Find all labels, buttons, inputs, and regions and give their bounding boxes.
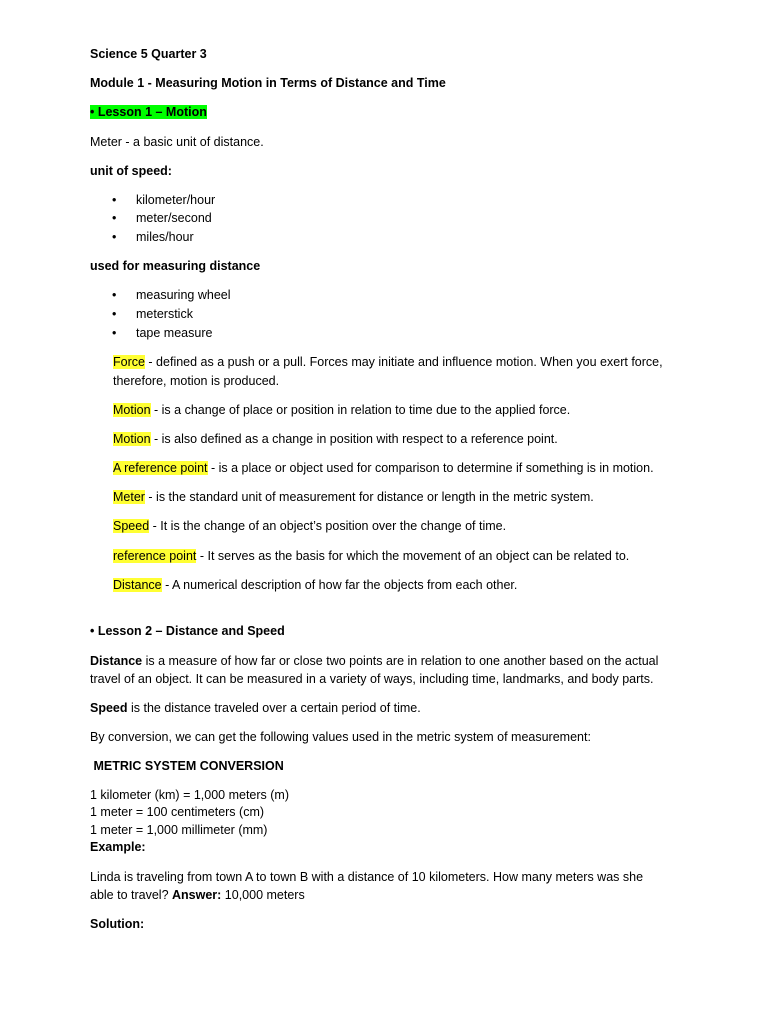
bullet-icon: • — [112, 326, 117, 340]
list-item: 1 kilometer (km) = 1,000 meters (m) — [90, 788, 290, 802]
meter-basic-unit-line: Meter - a basic unit of distance. — [90, 135, 264, 149]
bullet-icon: • — [112, 230, 117, 244]
term-highlight: Motion — [113, 432, 151, 446]
term-highlight: Meter — [113, 490, 145, 504]
definition-text: - is also defined as a change in position with respect to a reference point. — [150, 432, 558, 446]
list-item: • miles/hour — [112, 230, 194, 244]
answer-label: Answer: — [172, 888, 222, 902]
speed-term: Speed — [90, 701, 128, 715]
list-item: 1 meter = 100 centimeters (cm) — [90, 805, 265, 819]
term-highlight: reference point — [113, 549, 197, 563]
speed-paragraph — [90, 699, 421, 717]
lesson-1-title: • Lesson 1 – Motion — [90, 105, 207, 119]
term-highlight: A reference point — [113, 461, 208, 475]
bullet-icon: • — [112, 211, 117, 225]
distance-text: is a measure of how far or close two points are in relation to one another based on the actual — [142, 654, 659, 668]
list-item: • kilometer/hour — [112, 193, 216, 207]
definition-reference-point — [113, 459, 654, 477]
list-item: • meter/second — [112, 211, 212, 225]
lesson-1-heading — [90, 103, 207, 121]
definition-distance — [113, 576, 517, 594]
list-item: 1 meter = 1,000 millimeter (mm) — [90, 823, 268, 837]
answer-value: 10,000 meters — [221, 888, 305, 902]
definition-force-continued: therefore, motion is produced. — [113, 374, 280, 388]
course-title: Science 5 Quarter 3 — [90, 47, 207, 61]
conversion-intro: By conversion, we can get the following values used in the metric system of measurement: — [90, 730, 591, 744]
distance-term: Distance — [90, 654, 143, 668]
distance-tools-heading: used for measuring distance — [90, 259, 261, 273]
lesson-2-title: • Lesson 2 – Distance and Speed — [90, 624, 285, 638]
example-line-2 — [90, 886, 305, 904]
example-question-end: able to travel? — [90, 888, 172, 902]
term-highlight: Distance — [113, 578, 162, 592]
speed-units-heading: unit of speed: — [90, 164, 172, 178]
definition-text: - defined as a push or a pull. Forces may initiate and influence motion. When you exert force, — [144, 355, 663, 369]
definition-text: - is a change of place or position in relation to time due to the applied force. — [150, 403, 571, 417]
definition-text: - is a place or object used for comparison to determine if something is in motion. — [207, 461, 654, 475]
module-title: Module 1 - Measuring Motion in Terms of Distance and Time — [90, 76, 446, 90]
definition-motion — [113, 401, 570, 419]
definition-motion-2 — [113, 430, 558, 448]
speed-text: is the distance traveled over a certain period of time. — [127, 701, 421, 715]
example-line-1: Linda is traveling from town A to town B with a distance of 10 kilometers. How many meters was she — [90, 870, 644, 884]
definition-force — [113, 353, 663, 371]
example-label: Example: — [90, 840, 146, 854]
term-highlight: Speed — [113, 519, 150, 533]
solution-label: Solution: — [90, 917, 145, 931]
definition-meter — [113, 488, 594, 506]
definition-text: - is the standard unit of measurement for distance or length in the metric system. — [144, 490, 594, 504]
list-item: • meterstick — [112, 307, 193, 321]
list-item: • measuring wheel — [112, 288, 231, 302]
distance-paragraph-line-1 — [90, 652, 658, 670]
definition-speed — [113, 517, 506, 535]
conversion-heading: METRIC SYSTEM CONVERSION — [90, 759, 284, 773]
term-highlight: Force — [113, 355, 145, 369]
distance-paragraph-line-2: travel of an object. It can be measured in a variety of ways, including time, landmarks, and body parts. — [90, 672, 654, 686]
term-highlight: Motion — [113, 403, 151, 417]
bullet-icon: • — [112, 193, 117, 207]
definition-text: - A numerical description of how far the objects from each other. — [161, 578, 518, 592]
bullet-icon: • — [112, 288, 117, 302]
bullet-icon: • — [112, 307, 117, 321]
list-item: • tape measure — [112, 326, 213, 340]
definition-text: - It is the change of an object’s position over the change of time. — [149, 519, 507, 533]
definition-text: - It serves as the basis for which the movement of an object can be related to. — [196, 549, 630, 563]
definition-reference-point-2 — [113, 547, 629, 565]
